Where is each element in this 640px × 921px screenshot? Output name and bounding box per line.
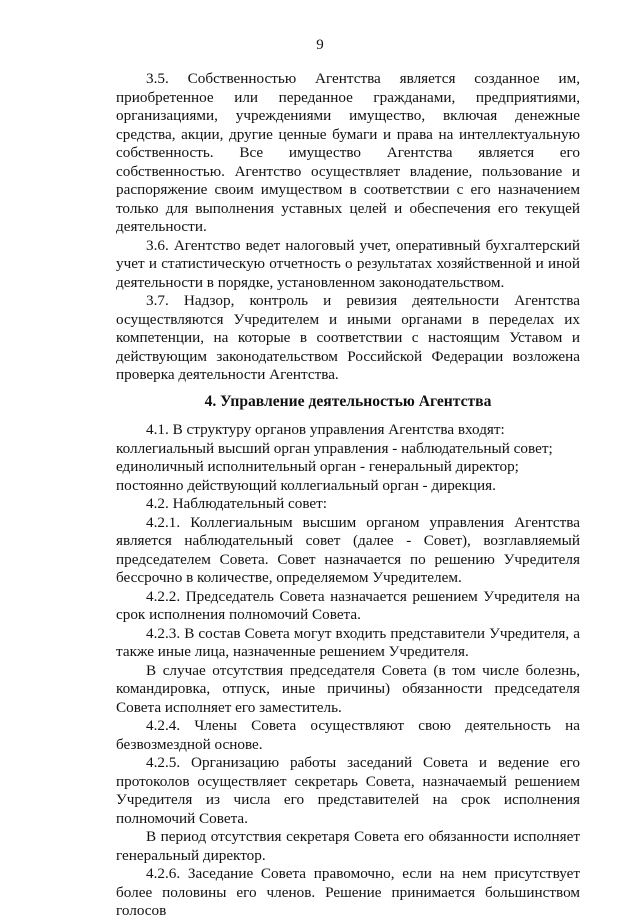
paragraph-3-5: 3.5. Собственностью Агентства является созданное им, приобретенное или переданное гражданами, предприятиями, организациями, учреждениями имущество, включая денежные средства, акции, другие ценные бумаги и права на интеллектуальную собственность. Все имущество Агентства является его собственностью. Агентство осуществляет владение, пользование и распоряжение своим имуществом в соответствии с его назначением только для выполнения уставных целей и обеспечения его текущей деятельности. — [116, 70, 580, 235]
paragraph-4-2-3: 4.2.3. В состав Совета могут входить представители Учредителя, а также иные лица, назначенные решением Учредителя. — [116, 624, 580, 660]
paragraph-4-2-title: 4.2. Наблюдательный совет: — [146, 495, 328, 512]
paragraph-3-6: 3.6. Агентство ведет налоговый учет, оперативный бухгалтерский учет и статистическую отчетность о результатах хозяйственной и иной деятельности в порядке, установленном законодательством. — [116, 236, 580, 291]
paragraph-4-2-1: 4.2.1. Коллегиальным высшим органом управления Агентства является наблюдательный совет (далее - Совет), возглавляемый председателем Совета. Совет назначается по решению Учредителя бессрочно в количестве, определяемом Учредителем. — [116, 513, 580, 586]
document-body — [116, 70, 580, 921]
organ-list-item: коллегиальный высший орган управления - наблюдательный совет; — [116, 439, 553, 457]
paragraph-4-2-6: 4.2.6. Заседание Совета правомочно, если на нем присутствует более половины его членов. Решение принимается большинством голосов — [116, 865, 580, 919]
paragraph-secretary-absence: В период отсутствия секретаря Совета его обязанности исполняет генеральный директор. — [116, 828, 580, 864]
paragraph-chairman-absence: В случае отсутствия председателя Совета (в том числе болезнь, командировка, отпуск, иные причины) обязанности председателя Совета исполняет его заместитель. — [116, 661, 580, 716]
organ-list-item: постоянно действующий коллегиальный орган - дирекция. — [116, 476, 496, 494]
organ-list-item: единоличный исполнительный орган - генеральный директор; — [116, 458, 519, 475]
paragraph-4-2-2: 4.2.2. Председатель Совета назначается решением Учредителя на срок исполнения полномочий Совета. — [116, 587, 580, 623]
paragraph-3-7: 3.7. Надзор, контроль и ревизия деятельности Агентства осуществляются Учредителем и иными органами в переделах их компетенции, на которые в соответствии с настоящим Уставом и действующим законодательством Российской Федерации возложена проверка деятельности Агентства. — [116, 292, 580, 383]
paragraph-4-2-4: 4.2.4. Члены Совета осуществляют свою деятельность на безвозмездной основе. — [116, 717, 580, 753]
page-number: 9 — [316, 37, 324, 53]
paragraph-4-1: 4.1. В структуру органов управления Агентства входят: — [146, 421, 505, 438]
paragraph-4-2-5: 4.2.5. Организацию работы заседаний Совета и ведение его протоколов осуществляет секретарь Совета, назначаемый решением Учредителя из числа его представителей на срок исполнения полномочий Совета. — [116, 754, 580, 827]
section-4-heading: 4. Управление деятельностью Агентства — [204, 392, 492, 410]
